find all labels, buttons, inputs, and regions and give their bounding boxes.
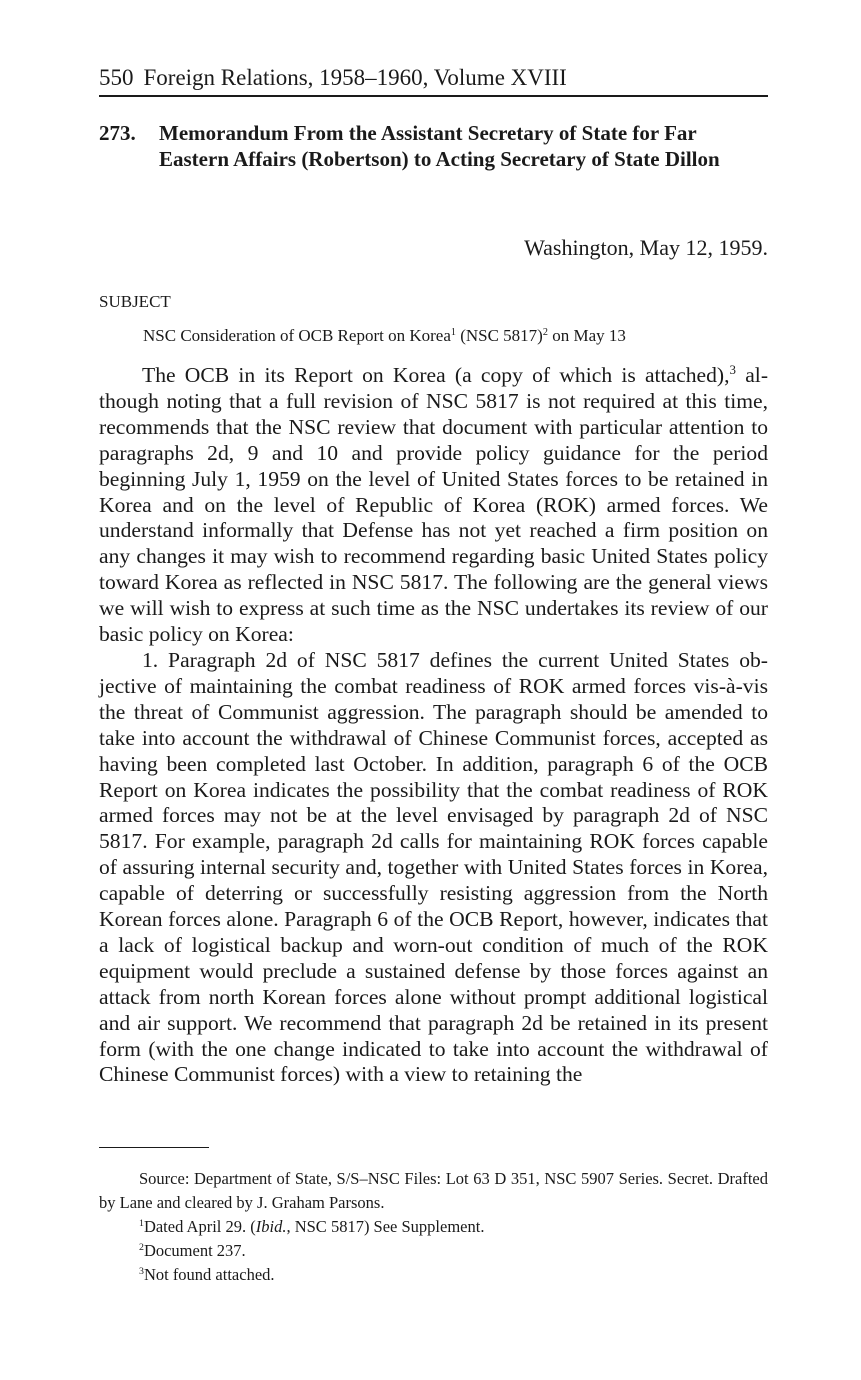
footnote-1-text-a: Dated April 29. ( xyxy=(143,1217,256,1236)
footnote-3 xyxy=(99,1263,768,1287)
paragraph-intro-a: The OCB in its Report on Korea (a copy of which is attached), xyxy=(142,363,730,387)
footnote-1 xyxy=(99,1215,768,1239)
footnote-1-text-b: , NSC 5817) See Supplement. xyxy=(286,1217,485,1236)
paragraph-intro xyxy=(99,363,768,648)
subject-text-a: NSC Consideration of OCB Report on Korea xyxy=(143,326,451,345)
header-rule xyxy=(99,95,768,97)
footnotes xyxy=(99,1167,768,1287)
memo-body xyxy=(99,363,768,1088)
document-title: Memorandum From the Assistant Secretary of State for Far Eastern Affairs (Robertson) to Acting Secretary of State Dillon xyxy=(159,121,720,171)
subject-label: SUBJECT xyxy=(99,292,171,311)
footnote-rule xyxy=(99,1147,209,1148)
footnote-mark-3: 3 xyxy=(139,1266,144,1278)
footnote-mark-1: 1 xyxy=(139,1218,144,1230)
page-number: 550 xyxy=(99,65,134,90)
footnote-ref-3: 3 xyxy=(729,362,736,378)
footnote-2 xyxy=(99,1239,768,1263)
footnote-1-ibid: Ibid. xyxy=(255,1217,287,1236)
volume-title: Foreign Relations, 1958–1960, Volume XVIII xyxy=(143,65,567,90)
footnote-ref-1: 1 xyxy=(450,326,456,338)
place-date-line: Washington, May 12, 1959. xyxy=(524,235,768,260)
paragraph-1: 1. Paragraph 2d of NSC 5817 defines the current United States objective of maintaining the combat readiness of ROK armed forces vis-à-vis the threat of Communist aggression. The paragraph should be amended to take into account the withdrawal of Chinese Communist forces, accepted as having been completed last October. In addition, paragraph 6 of the OCB Report on Korea indicates the possibility that the combat readiness of ROK armed forces may not be at the level envisaged by paragraph 2d of NSC 5817. For example, paragraph 2d calls for maintaining ROK forces capable of assuring internal security and, together with United States forces in Korea, capable of deterring or successfully resisting aggression from the North Korean forces alone. Paragraph 6 of the OCB Report, however, indicates that a lack of logistical backup and worn-out condition of much of the ROK equipment would preclude a sustained defense by those forces against an attack from north Korean forces alone without prompt additional logistical and air support. We recommend that paragraph 2d be retained in its present form (with the one change indicated to take into account the withdrawal of Chinese Communist forces) with a view to retaining the xyxy=(99,647,768,1087)
document-number: 273. xyxy=(99,121,136,145)
footnote-2-text: Document 237. xyxy=(143,1241,246,1260)
subject-line xyxy=(143,326,626,346)
paragraph-intro-b: although noting that a full revision of NSC 5817 is not required at this time, recommends that the NSC review that document with particular attention to paragraphs 2d, 9 and 10 and provide policy guidance for the period beginning July 1, 1959 on the level of United States forces to be retained in Korea and on the level of Republic of Korea (ROK) armed forces. We understand informally that Defense has not yet reached a firm position on any changes it may wish to recommend regarding basic United States policy toward Korea as reflected in NSC 5817. The following are the general views we will wish to express at such time as the NSC undertakes its review of our basic policy on Korea: xyxy=(99,363,769,647)
footnote-3-text: Not found attached. xyxy=(143,1265,275,1284)
source-note: Source: Department of State, S/S–NSC Files: Lot 63 D 351, NSC 5907 Series. Secret. Drafted by Lane and cleared by J. Graham Parsons. xyxy=(99,1169,768,1212)
running-head xyxy=(99,64,768,92)
footnote-ref-2: 2 xyxy=(542,326,548,338)
subject-text-c: on May 13 xyxy=(547,326,626,345)
footnote-mark-2: 2 xyxy=(139,1242,144,1254)
subject-text-b: (NSC 5817) xyxy=(455,326,543,345)
